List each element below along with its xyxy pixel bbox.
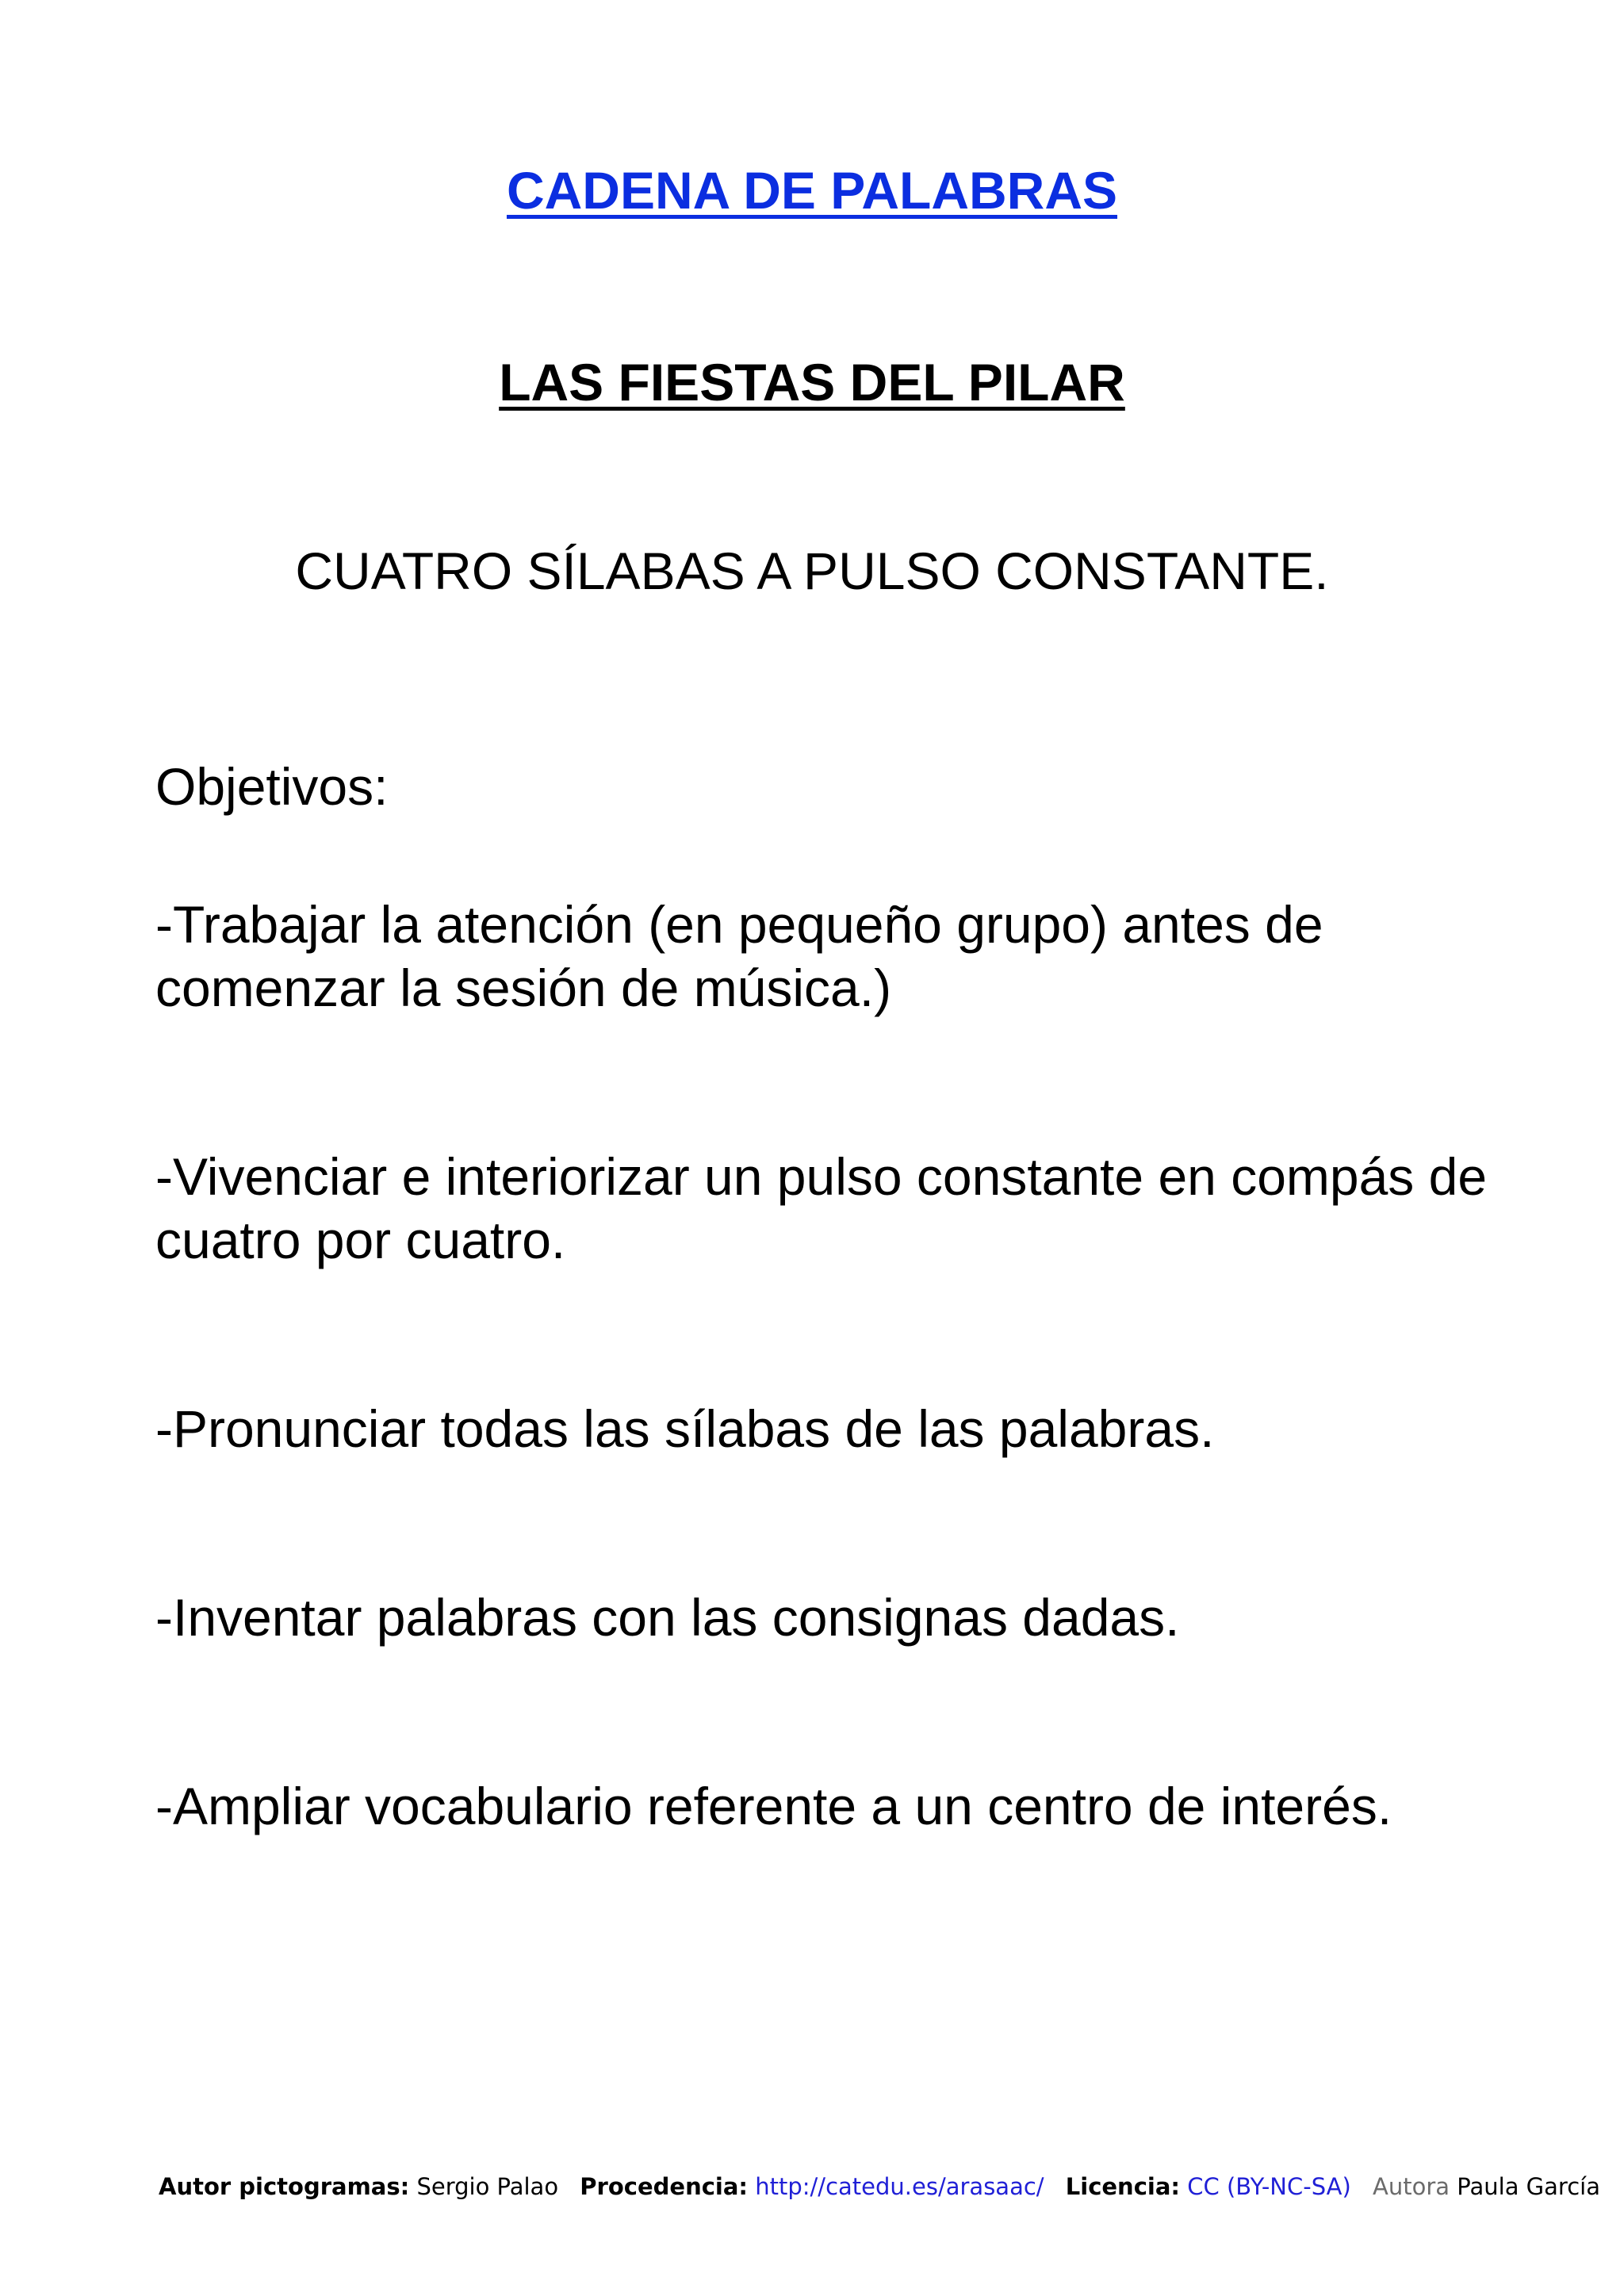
objective-item: -Ampliar vocabulario referente a un centro de interés. xyxy=(155,1777,1392,1835)
authoress-name: Paula García xyxy=(1457,2173,1600,2200)
author-name: Sergio Palao xyxy=(416,2173,559,2200)
source-link[interactable]: http://catedu.es/arasaac/ xyxy=(755,2173,1044,2200)
license-label: Licencia: xyxy=(1065,2173,1181,2200)
author-label: Autor pictogramas: xyxy=(159,2173,410,2200)
license-link[interactable]: CC (BY-NC-SA) xyxy=(1187,2173,1351,2200)
objectives-label: Objetivos: xyxy=(155,757,389,816)
objective-item: -Vivenciar e interiorizar un pulso constante en compás de cuatro por cuatro. xyxy=(155,1147,1488,1269)
objective-item: -Trabajar la atención (en pequeño grupo) antes de comenzar la sesión de música.) xyxy=(155,895,1323,1017)
document-title-link[interactable]: CADENA DE PALABRAS xyxy=(506,161,1118,220)
objective-item: -Inventar palabras con las consignas dadas. xyxy=(155,1588,1180,1647)
credits-footer xyxy=(159,2171,1600,2202)
document-subtitle: LAS FIESTAS DEL PILAR xyxy=(499,353,1125,411)
authoress-label: Autora xyxy=(1373,2173,1450,2200)
section-heading: CUATRO SÍLABAS A PULSO CONSTANTE. xyxy=(295,541,1329,600)
document-title xyxy=(0,159,1624,222)
objective-item: -Pronunciar todas las sílabas de las palabras. xyxy=(155,1399,1215,1458)
source-label: Procedencia: xyxy=(580,2173,749,2200)
